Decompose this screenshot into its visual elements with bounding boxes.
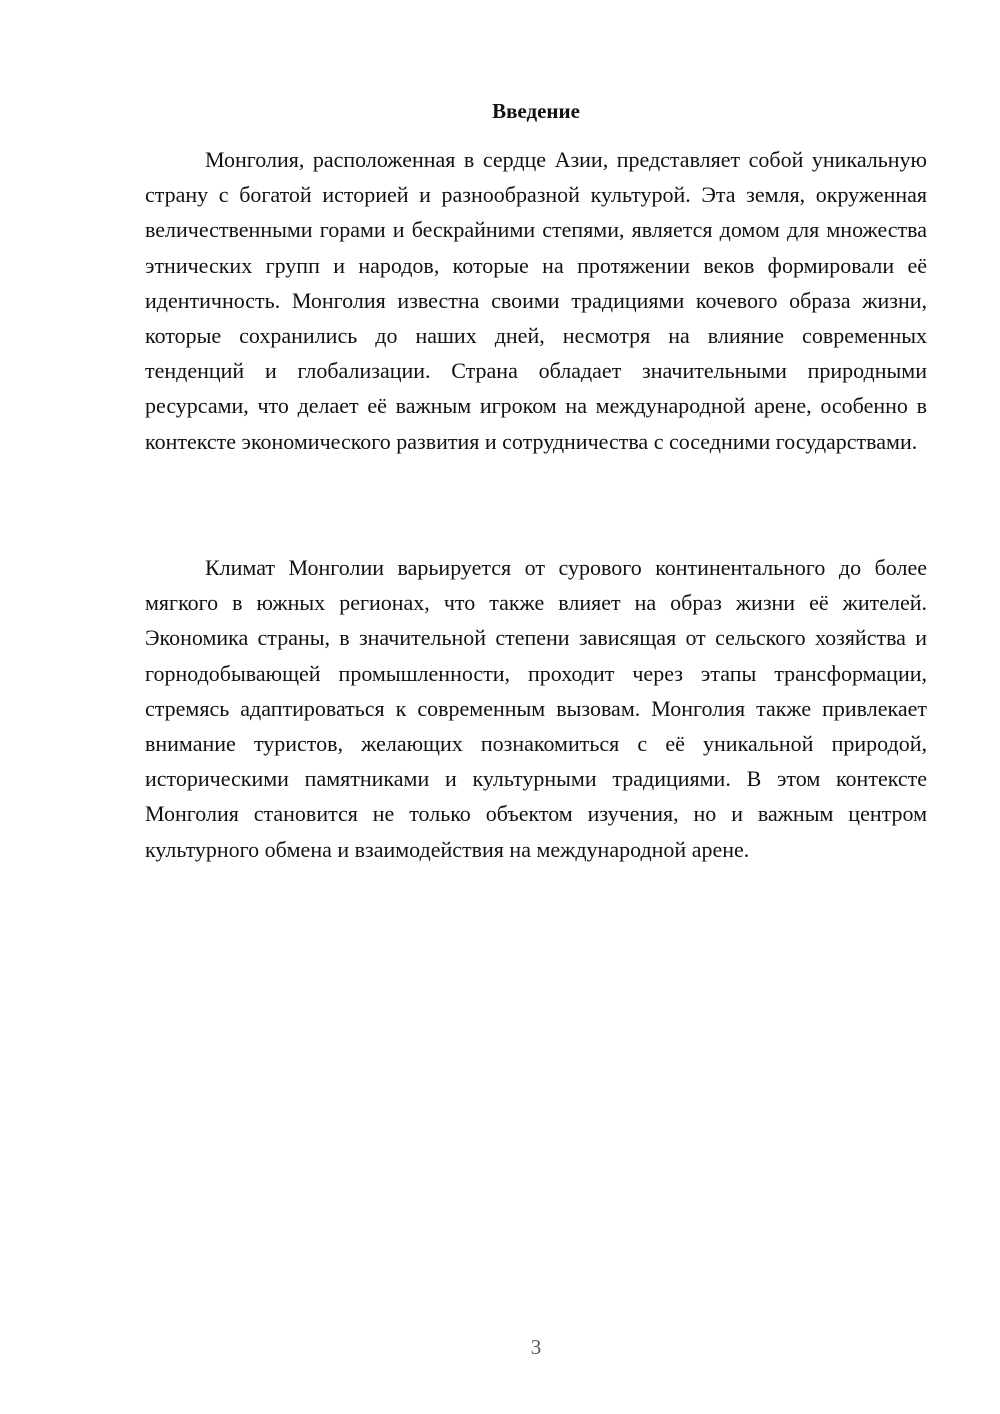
section-heading: Введение <box>492 99 580 123</box>
paragraph-climate: Климат Монголии варьируется от сурового континентального до более мягкого в южных регионах, что также влияет на образ жизни её жителей. Экономика страны, в значительной степени зависящая от сельского хозяйства и горнодобывающей промышленности, проходит через этапы трансформации, стремясь адаптироваться к современным вызовам. Монголия также привлекает внимание туристов, желающих познакомиться с её уникальной природой, историческими памятниками и культурными традициями. В этом контексте Монголия становится не только объектом изучения, но и важным центром культурного обмена и взаимодействия на международной арене. <box>145 555 927 862</box>
page-number: 3 <box>530 1335 542 1359</box>
paragraph-intro: Монголия, расположенная в сердце Азии, представляет собой уникальную страну с богатой историей и разнообразной культурой. Эта земля, окруженная величественными горами и бескрайними степями, является домом для множества этнических групп и народов, которые на протяжении веков формировали её идентичность. Монголия известна своими традициями кочевого образа жизни, которые сохранились до наших дней, несмотря на влияние современных тенденций и глобализации. Страна обладает значительными природными ресурсами, что делает её важным игроком на международной арене, особенно в контексте экономического развития и сотрудничества с соседними государствами. <box>145 147 927 454</box>
